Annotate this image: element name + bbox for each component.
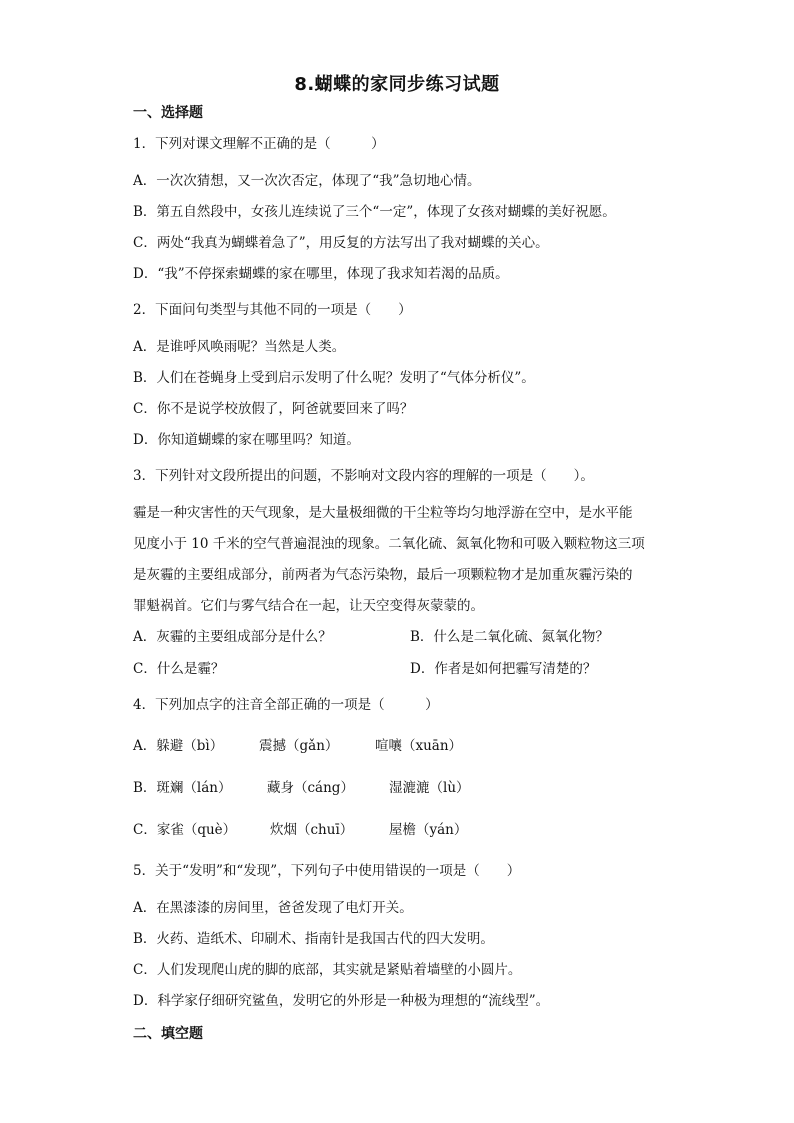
question-3-option-b: B．什么是二氧化硫、氮氧化物？ [410, 629, 609, 645]
question-2-option-d: D．你知道蝴蝶的家在哪里吗？知道。 [133, 432, 360, 448]
question-1-option-c: C．两处“我真为蝴蝶着急了”，用反复的方法写出了我对蝴蝶的关心。 [133, 235, 549, 251]
section-heading-choice: 一、选择题 [133, 105, 203, 121]
question-4-option-c-word3: 屋檐（yán） [389, 822, 468, 838]
question-5-option-b: B．火药、造纸术、印刷术、指南针是我国古代的四大发明。 [133, 931, 494, 947]
question-3-option-a: A．灰霾的主要组成部分是什么？ [133, 629, 332, 645]
question-4-option-b-word3: 湿漉漉（lù） [389, 780, 470, 796]
question-4-option-c-word2: 炊烟（chuī） [270, 822, 354, 838]
question-1-option-b: B．第五自然段中，女孩儿连续说了三个“一定”，体现了女孩对蝴蝶的美好祝愿。 [133, 204, 616, 220]
page-title: 8.蝴蝶的家同步练习试题 [294, 74, 500, 95]
question-5-option-a: A．在黑漆漆的房间里，爸爸发现了电灯开关。 [133, 900, 413, 916]
question-3-option-d: D．作者是如何把霾写清楚的？ [410, 661, 597, 677]
question-4-option-b: B．斑斓（lán） [133, 780, 232, 796]
question-2-stem: 2．下面问句类型与其他不同的一项是（ ） [133, 302, 412, 318]
question-5-stem: 5．关于“发明”和“发现”，下列句子中使用错误的一项是（ ） [133, 863, 521, 879]
question-4-option-a-word2: 震撼（gǎn） [259, 738, 339, 754]
question-2-option-c: C．你不是说学校放假了，阿爸就要回来了吗？ [133, 401, 414, 417]
question-4-option-c: C．家雀（què） [133, 822, 237, 838]
question-3-stem: 3．下列针对文段所提出的问题，不影响对文段内容的理解的一项是（ ）。 [133, 468, 594, 484]
section-heading-fill: 二、填空题 [133, 1026, 203, 1042]
question-1-stem: 1．下列对课文理解不正确的是（ ） [133, 136, 385, 152]
question-4-option-a-word3: 喧嚷（xuān） [375, 738, 463, 754]
question-3-passage-line: 霾是一种灾害性的天气现象，是大量极细微的干尘粒等均匀地浮游在空中，是水平能 [133, 505, 633, 521]
question-5-option-c: C．人们发现爬山虎的脚的底部，其实就是紧贴着墙壁的小圆片。 [133, 962, 522, 978]
question-4-option-b-word2: 藏身（cáng） [267, 780, 354, 796]
question-4-stem: 4．下列加点字的注音全部正确的一项是（ ） [133, 697, 439, 713]
question-3-passage-line: 见度小于 10 千米的空气普遍混浊的现象。二氧化硫、氮氧化物和可吸入颗粒物这三项 [133, 536, 645, 552]
question-2-option-b: B．人们在苍蝇身上受到启示发明了什么呢？发明了“气体分析仪”。 [133, 370, 535, 386]
question-4-option-a: A．躲避（bì） [133, 738, 224, 754]
question-2-option-a: A．是谁呼风唤雨呢？当然是人类。 [133, 339, 346, 355]
question-1-option-a: A．一次次猜想，又一次次否定，体现了“我”急切地心情。 [133, 173, 481, 189]
question-1-option-d: D．“我”不停探索蝴蝶的家在哪里，体现了我求知若渴的品质。 [133, 266, 509, 282]
question-3-passage-line: 罪魁祸首。它们与雾气结合在一起，让天空变得灰蒙蒙的。 [133, 598, 484, 614]
question-3-option-c: C．什么是霾？ [133, 661, 225, 677]
question-5-option-d: D．科学家仔细研究鲨鱼，发明它的外形是一种极为理想的“流线型”。 [133, 993, 550, 1009]
question-3-passage-line: 是灰霾的主要组成部分，前两者为气态污染物，最后一项颗粒物才是加重灰霾污染的 [133, 567, 633, 583]
